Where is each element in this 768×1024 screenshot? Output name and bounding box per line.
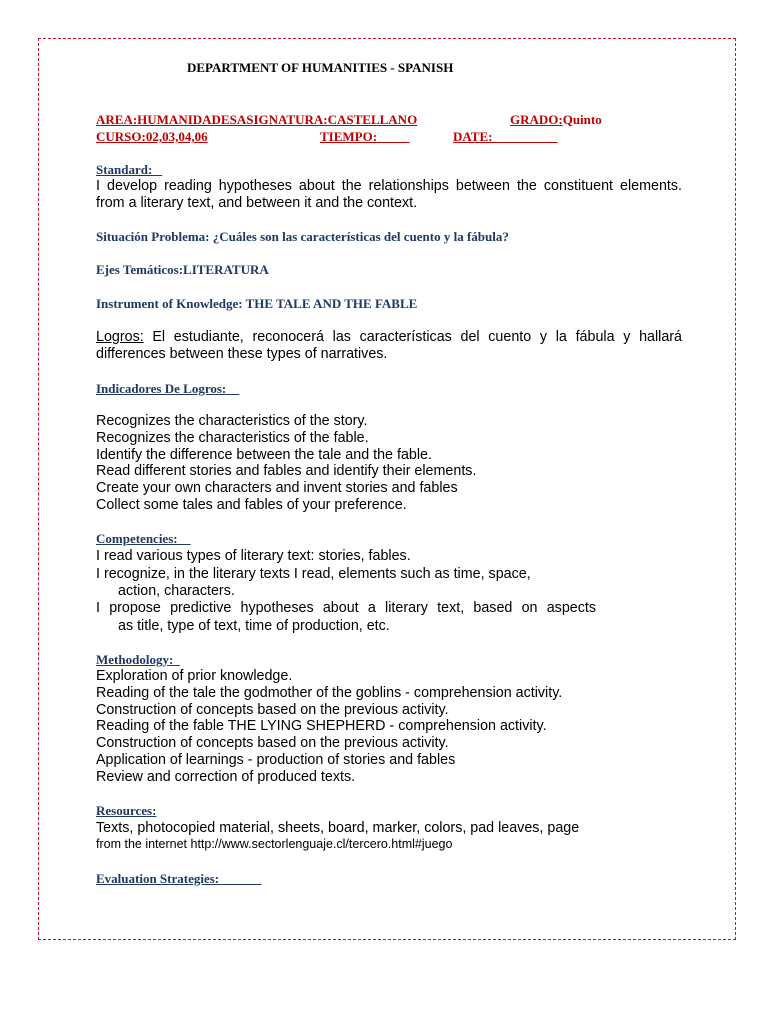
indicador-item: Recognizes the characteristics of the story. (96, 413, 368, 429)
methodology-item: Reading of the tale the godmother of the goblins - comprehension activity. (96, 685, 563, 701)
standard-line-1: I develop reading hypotheses about the relationships between the constituent elements. (96, 178, 682, 194)
situacion-problema: Situación Problema: ¿Cuáles son las características del cuento y la fábula? (96, 229, 509, 244)
indicador-item: Create your own characters and invent stories and fables (96, 480, 458, 496)
standard-heading: Standard: (96, 162, 153, 177)
ejes-tematicos: Ejes Temáticos:LITERATURA (96, 262, 269, 277)
resources-line-1: Texts, photocopied material, sheets, board, marker, colors, pad leaves, page (96, 820, 580, 836)
grado-field (510, 112, 602, 128)
methodology-item: Construction of concepts based on the previous activity. (96, 735, 449, 751)
competency-item: I recognize, in the literary texts I read, elements such as time, space, (96, 566, 531, 582)
methodology-item: Construction of concepts based on the previous activity. (96, 702, 449, 718)
tiempo-field: TIEMPO:_____ (320, 129, 410, 144)
indicador-item: Read different stories and fables and identify their elements. (96, 463, 477, 479)
methodology-item: Exploration of prior knowledge. (96, 668, 293, 684)
indicador-item: Collect some tales and fables of your preference. (96, 497, 407, 513)
curso-field: CURSO:02,03,04,06 (96, 129, 208, 144)
instrument-of-knowledge: Instrument of Knowledge: THE TALE AND THE FABLE (96, 296, 418, 311)
competency-item: I read various types of literary text: stories, fables. (96, 548, 411, 564)
competencies-heading: Competencies: (96, 531, 178, 546)
methodology-item: Application of learnings - production of stories and fables (96, 752, 456, 768)
resources-heading: Resources: (96, 803, 157, 818)
indicador-item: Identify the difference between the tale and the fable. (96, 447, 432, 463)
date-field: DATE:__________ (453, 129, 558, 144)
standard-line-2: from a literary text, and between it and the context. (96, 195, 418, 211)
competency-item-continued: action, characters. (118, 583, 235, 599)
methodology-item: Reading of the fable THE LYING SHEPHERD - comprehension activity. (96, 718, 547, 734)
logros-line-1 (96, 329, 682, 345)
evaluation-heading: Evaluation Strategies: (96, 871, 220, 886)
logros-label: Logros: (96, 329, 144, 345)
logros-text: El estudiante, reconocerá las características del cuento y la fábula y hallará (143, 329, 682, 345)
indicador-item: Recognizes the characteristics of the fable. (96, 430, 369, 446)
competency-item: I propose predictive hypotheses about a literary text, based on aspects (96, 600, 596, 616)
grado-label: GRADO: (510, 112, 563, 127)
logros-line-2: differences between these types of narratives. (96, 346, 388, 362)
document-title: DEPARTMENT OF HUMANITIES - SPANISH (187, 60, 454, 75)
area-subject: AREA:HUMANIDADESASIGNATURA:CASTELLANO (96, 112, 418, 127)
grado-value: Quinto (562, 112, 602, 127)
indicadores-heading: Indicadores De Logros: (96, 381, 227, 396)
resources-line-2: from the internet http://www.sectorlenguaje.cl/tercero.html#juego (96, 837, 453, 851)
methodology-heading: Methodology: (96, 652, 174, 667)
methodology-item: Review and correction of produced texts. (96, 769, 356, 785)
competency-item-continued: as title, type of text, time of production, etc. (118, 618, 390, 634)
